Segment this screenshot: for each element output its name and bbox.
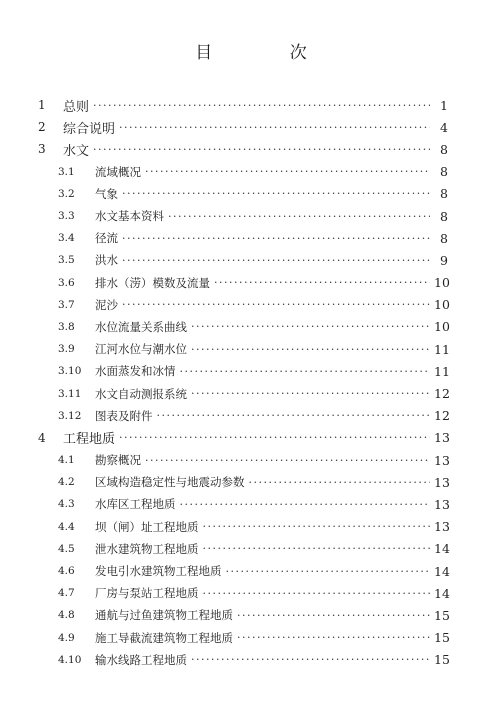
dot-leader xyxy=(191,387,430,400)
toc-entry-label: 水库区工程地质 xyxy=(95,497,176,512)
dot-leader xyxy=(157,409,431,422)
toc-entry-page: 10 xyxy=(434,275,450,291)
toc-entry-number: 3.12 xyxy=(58,409,82,422)
dot-leader xyxy=(180,498,431,511)
toc-entry[interactable] xyxy=(38,627,448,649)
toc-entry[interactable] xyxy=(38,493,448,515)
toc-entry[interactable] xyxy=(38,360,448,382)
toc-entry-number: 3.3 xyxy=(58,210,75,223)
toc-title: 目 次 xyxy=(195,43,343,63)
toc-entry-number: 3.5 xyxy=(58,254,75,267)
toc-entry[interactable] xyxy=(38,405,448,427)
toc-entry-label: 水面蒸发和冰情 xyxy=(95,364,176,379)
toc-entry-label: 水文自动测报系统 xyxy=(95,386,187,401)
toc-entry-page: 14 xyxy=(434,541,450,557)
toc-entry-number: 3.7 xyxy=(58,298,75,311)
toc-entry-label: 图表及附件 xyxy=(95,408,153,423)
toc-entry-label: 泥沙 xyxy=(95,297,118,312)
toc-entry-page: 8 xyxy=(440,230,448,246)
dot-leader xyxy=(191,343,430,356)
dot-leader xyxy=(203,542,431,555)
toc-entry[interactable] xyxy=(38,516,448,538)
dot-leader xyxy=(203,520,431,533)
toc-entry-label: 洪水 xyxy=(95,253,118,268)
toc-entry[interactable] xyxy=(38,582,448,604)
toc-entry-label: 工程地质 xyxy=(63,432,116,448)
toc-entry-page: 11 xyxy=(434,341,450,357)
toc-entry[interactable] xyxy=(38,382,448,404)
dot-leader xyxy=(191,653,430,666)
toc-entry-label: 气象 xyxy=(95,186,118,201)
toc-entry[interactable] xyxy=(38,161,448,183)
toc-entry[interactable] xyxy=(38,449,448,471)
toc-entry[interactable] xyxy=(38,294,448,316)
toc-entry-page: 8 xyxy=(440,186,448,202)
toc-entry[interactable] xyxy=(38,560,448,582)
toc-entry-page: 4 xyxy=(440,119,448,135)
toc-entry-label: 坝（闸）址工程地质 xyxy=(95,519,199,534)
dot-leader xyxy=(237,631,430,644)
toc-entry-number: 3.6 xyxy=(58,276,75,289)
toc-entry-label: 排水（涝）模数及流量 xyxy=(95,275,210,290)
toc-entry[interactable] xyxy=(38,604,448,626)
toc-entry-page: 13 xyxy=(434,452,450,468)
dot-leader xyxy=(180,365,431,378)
toc-entry-page: 10 xyxy=(434,297,450,313)
dot-leader xyxy=(122,298,430,311)
toc-entry-number: 4.5 xyxy=(58,542,75,555)
dot-leader xyxy=(214,276,430,289)
toc-entry-label: 区域构造稳定性与地震动参数 xyxy=(95,475,245,490)
toc-entry-number: 1 xyxy=(38,98,46,113)
dot-leader xyxy=(122,254,430,267)
dot-leader xyxy=(168,210,430,223)
toc-entry-page: 8 xyxy=(440,208,448,224)
toc-entry-page: 13 xyxy=(434,474,450,490)
toc-entry[interactable] xyxy=(38,338,448,360)
toc-entry-label: 总则 xyxy=(63,99,90,115)
toc-entry-number: 4.6 xyxy=(58,565,75,578)
toc-entry-page: 9 xyxy=(440,252,448,268)
toc-entry[interactable] xyxy=(38,649,448,671)
toc-entry-page: 1 xyxy=(440,97,448,113)
toc-entry-page: 13 xyxy=(434,519,450,535)
dot-leader xyxy=(122,232,430,245)
toc-entry-label: 水文 xyxy=(63,143,90,159)
toc-entry[interactable] xyxy=(38,205,448,227)
toc-entry-page: 11 xyxy=(434,363,450,379)
dot-leader xyxy=(237,609,430,622)
toc-entry-number: 4.9 xyxy=(58,631,75,644)
toc-entry-page: 15 xyxy=(434,652,450,668)
toc-entry-number: 3.1 xyxy=(58,165,75,178)
toc-entry-label: 流域概况 xyxy=(95,164,141,179)
toc-entry[interactable] xyxy=(38,427,448,449)
toc-entry-number: 4.7 xyxy=(58,587,75,600)
dot-leader xyxy=(191,320,430,333)
toc-entry-page: 12 xyxy=(434,386,450,402)
toc-entry-number: 4.8 xyxy=(58,609,75,622)
toc-entry-label: 通航与过鱼建筑物工程地质 xyxy=(95,608,233,623)
toc-entry-number: 4.10 xyxy=(58,653,82,666)
dot-leader xyxy=(93,143,430,156)
toc-entry[interactable] xyxy=(38,316,448,338)
toc-entry[interactable] xyxy=(38,249,448,271)
toc-entry-label: 水文基本资料 xyxy=(95,209,164,224)
dot-leader xyxy=(119,431,430,444)
toc-entry[interactable] xyxy=(38,183,448,205)
toc-entry-label: 输水线路工程地质 xyxy=(95,652,187,667)
toc-entry-number: 4.4 xyxy=(58,520,75,533)
toc-entry-label: 发电引水建筑物工程地质 xyxy=(95,564,222,579)
toc-entry-number: 3.11 xyxy=(58,387,82,400)
toc-entry[interactable] xyxy=(38,138,448,160)
toc-entry-label: 施工导截流建筑物工程地质 xyxy=(95,630,233,645)
toc-entry-page: 14 xyxy=(434,585,450,601)
toc-entry-page: 8 xyxy=(440,141,448,157)
toc-entry-label: 径流 xyxy=(95,231,118,246)
toc-entry-number: 3.8 xyxy=(58,320,75,333)
toc-entry-number: 3.2 xyxy=(58,187,75,200)
toc-entry-label: 泄水建筑物工程地质 xyxy=(95,541,199,556)
toc-entry-label: 江河水位与潮水位 xyxy=(95,342,187,357)
toc-entry-number: 3.10 xyxy=(58,365,82,378)
toc-entry-label: 厂房与泵站工程地质 xyxy=(95,586,199,601)
table-of-contents xyxy=(38,94,448,671)
toc-entry-number: 4.2 xyxy=(58,476,75,489)
dot-leader xyxy=(93,99,430,112)
toc-entry-number: 3 xyxy=(38,142,46,157)
toc-entry[interactable] xyxy=(38,538,448,560)
toc-entry-number: 4.3 xyxy=(58,498,75,511)
toc-entry-page: 13 xyxy=(434,430,450,446)
toc-entry-number: 3.9 xyxy=(58,343,75,356)
toc-entry-label: 勘察概况 xyxy=(95,453,141,468)
dot-leader xyxy=(119,121,430,134)
toc-entry-page: 15 xyxy=(434,630,450,646)
toc-entry-number: 4.1 xyxy=(58,454,75,467)
toc-entry-number: 4 xyxy=(38,430,46,445)
toc-entry-page: 10 xyxy=(434,319,450,335)
toc-entry-number: 2 xyxy=(38,120,46,135)
dot-leader xyxy=(145,165,430,178)
dot-leader xyxy=(226,565,431,578)
toc-entry-label: 综合说明 xyxy=(63,121,116,137)
dot-leader xyxy=(145,454,430,467)
toc-entry-page: 14 xyxy=(434,563,450,579)
dot-leader xyxy=(203,587,431,600)
toc-entry-page: 12 xyxy=(434,408,450,424)
dot-leader xyxy=(249,476,431,489)
toc-entry-page: 15 xyxy=(434,607,450,623)
toc-entry[interactable] xyxy=(38,116,448,138)
toc-entry[interactable] xyxy=(38,471,448,493)
toc-entry-number: 3.4 xyxy=(58,232,75,245)
toc-entry[interactable] xyxy=(38,94,448,116)
toc-entry[interactable] xyxy=(38,272,448,294)
toc-entry-page: 8 xyxy=(440,164,448,180)
toc-entry-page: 13 xyxy=(434,496,450,512)
toc-entry-label: 水位流量关系曲线 xyxy=(95,319,187,334)
toc-entry[interactable] xyxy=(38,227,448,249)
dot-leader xyxy=(122,187,430,200)
